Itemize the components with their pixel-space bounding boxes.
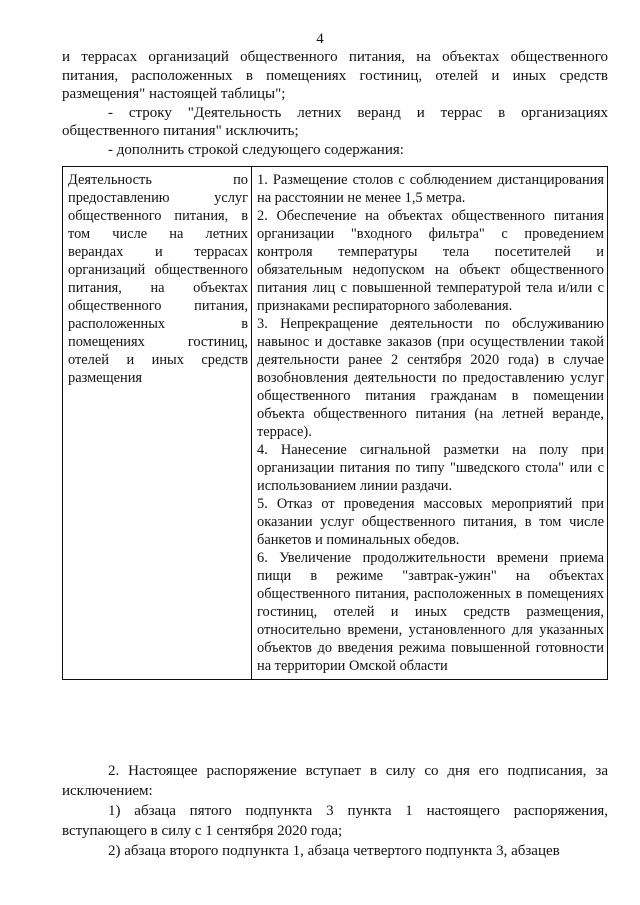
footer-paragraph-2: 1) абзаца пятого подпункта 3 пункта 1 настоящего распоряжения, вступающего в силу с 1 сентября 2020 года; [62, 803, 608, 839]
footer-text [62, 761, 608, 861]
measures-table [62, 166, 608, 680]
measures-cell [252, 167, 608, 680]
measure-item-6: 6. Увеличение продолжительности времени приема пищи в режиме "завтрак-ужин" на объектах общественного питания, расположенных в помещениях гостиниц, отелей и иных средств размещения, относительно времени, установленного для указанных объектов до введения режима повышенной готовности на территории Омской области [257, 550, 604, 674]
intro-text [62, 48, 608, 159]
footer-paragraph-1: 2. Настоящее распоряжение вступает в силу со дня его подписания, за исключением: [62, 763, 608, 799]
activity-text: Деятельность по предоставлению услуг общественного питания, в том числе на летних верандах и террасах организаций общественного питания, на объектах общественного питания, расположенных в помещениях гостиниц, отелей и иных средств размещения [68, 172, 248, 386]
footer-paragraph-3: 2) абзаца второго подпункта 1, абзаца четвертого подпункта 3, абзацев [108, 843, 560, 859]
measure-item-3: 3. Непрекращение деятельности по обслуживанию навынос и доставке заказов (при осуществлении такой деятельности ранее 2 сентября 2020 года) в случае возобновления деятельности по предоставлению услуг общественного питания гражданам в помещении объекта общественного питания (на летней веранде, террасе). [257, 316, 604, 440]
measure-item-4: 4. Нанесение сигнальной разметки на полу при организации питания по типу "шведского стола" или с использованием линии раздачи. [257, 442, 604, 494]
page-number: 4 [316, 31, 324, 47]
table-row [63, 167, 608, 680]
intro-paragraph-3: - дополнить строкой следующего содержания: [108, 141, 404, 158]
measure-item-2: 2. Обеспечение на объектах общественного питания организации "входного фильтра" с проведением контроля температуры тела посетителей и обязательным недопуском на объект общественного питания лиц с повышенной температурой тела и/или с признаками респираторного заболевания. [257, 208, 604, 314]
intro-paragraph-1: и террасах организаций общественного питания, на объектах общественного питания, расположенных в помещениях гостиниц, отелей и иных средств размещения" настоящей таблицы"; [62, 49, 608, 102]
measure-item-1: 1. Размещение столов с соблюдением дистанцирования на расстоянии не менее 1,5 метра. [257, 172, 604, 206]
measure-item-5: 5. Отказ от проведения массовых мероприятий при оказании услуг общественного питания, в том числе банкетов и поминальных обедов. [257, 496, 604, 548]
activity-cell [63, 167, 252, 680]
intro-paragraph-2: - строку "Деятельность летних веранд и террас в организациях общественного питания" исключить; [62, 104, 608, 139]
